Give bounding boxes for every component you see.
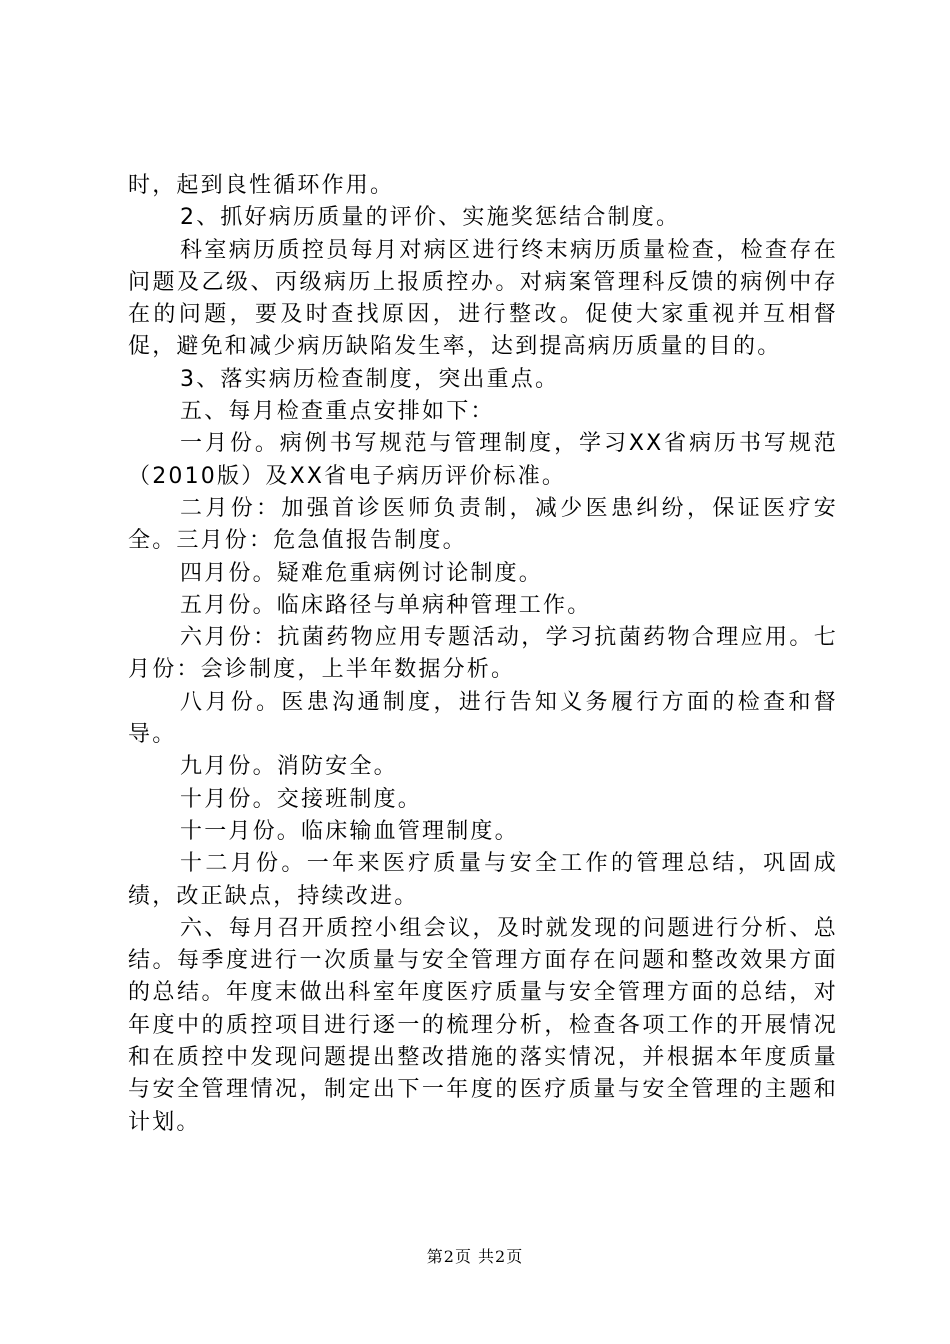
paragraph: 一月份。病例书写规范与管理制度，学习XX省病历书写规范（2010版）及XX省电子病历评价标准。 <box>128 431 838 489</box>
paragraph: 科室病历质控员每月对病区进行终末病历质量检查，检查存在问题及乙级、丙级病历上报质控办。对病案管理科反馈的病例中存在的问题，要及时查找原因，进行整改。促使大家重视并互相督促，避免和减少病历缺陷发生率，达到提高病历质量的目的。 <box>128 237 838 360</box>
paragraph: 八月份。医患沟通制度，进行告知义务履行方面的检查和督导。 <box>128 689 838 748</box>
paragraph: 四月份。疑难危重病例讨论制度。 <box>180 560 544 586</box>
paragraph: 3、落实病历检查制度，突出重点。 <box>180 366 560 392</box>
paragraph: 十二月份。一年来医疗质量与安全工作的管理总结，巩固成绩，改正缺点，持续改进。 <box>128 851 838 909</box>
paragraph: 六月份：抗菌药物应用专题活动，学习抗菌药物合理应用。七月份：会诊制度，上半年数据分析。 <box>128 625 838 683</box>
paragraph: 时，起到良性循环作用。 <box>128 173 395 198</box>
section-heading: 五、每月检查重点安排如下： <box>180 399 495 425</box>
paragraph: 2、抓好病历质量的评价、实施奖惩结合制度。 <box>180 205 681 231</box>
paragraph: 十月份。交接班制度。 <box>180 786 423 812</box>
paragraph: 九月份。消防安全。 <box>180 754 398 780</box>
document-body <box>128 170 838 1139</box>
paragraph: 十一月份。临床输血管理制度。 <box>180 818 519 844</box>
paragraph: 五月份。临床路径与单病种管理工作。 <box>180 592 592 618</box>
paragraph: 二月份：加强首诊医师负责制，减少医患纠纷，保证医疗安全。三月份：危急值报告制度。 <box>128 495 838 554</box>
page-footer: 第2页 共2页 <box>426 1247 524 1266</box>
section-heading: 六、每月召开质控小组会议，及时就发现的问题进行分析、总结。每季度进行一次质量与安全管理方面存在问题和整改效果方面的总结。年度末做出科室年度医疗质量与安全管理方面的总结，对年度中的质控项目进行逐一的梳理分析，检查各项工作的开展情况和在质控中发现问题提出整改措施的落实情况，并根据本年度质量与安全管理情况，制定出下一年度的医疗质量与安全管理的主题和计划。 <box>128 915 838 1135</box>
